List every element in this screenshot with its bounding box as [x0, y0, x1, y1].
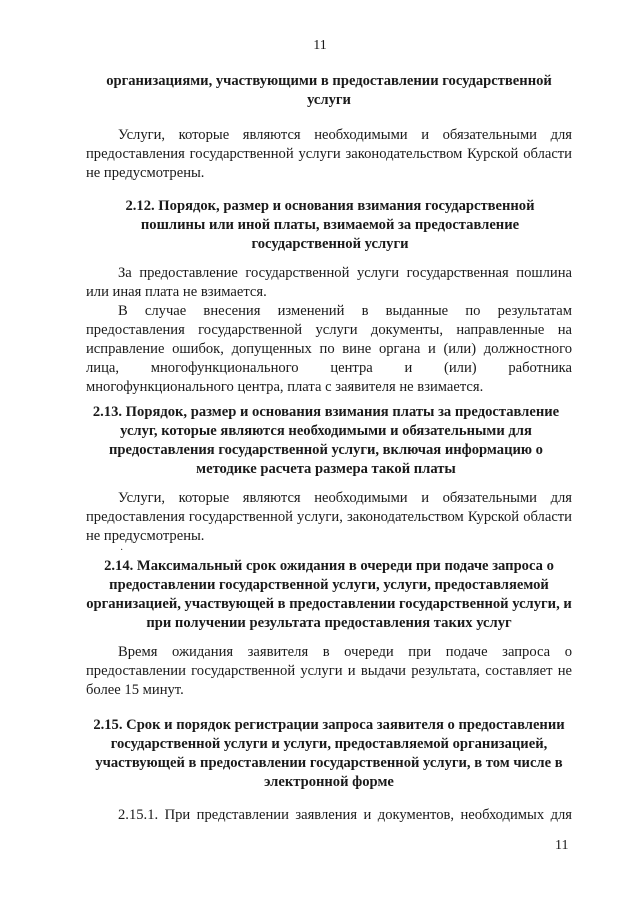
stray-mark: ·: [120, 545, 124, 556]
section-2-12: [110, 197, 550, 254]
paragraph-services-not-provided: Услуги, которые являются необходимыми и обязательными для предоставления государственной услуги законодательством Курской области не предусмотрены.: [86, 127, 572, 181]
section-heading-2-15: 2.15. Срок и порядок регистрации запроса заявителя о предоставлении государственной услуги и услуги, предоставляемой организацией, участвующей в предоставлении государственной услуги, в том числе в электронной форме: [93, 717, 565, 790]
section-continuation-body: [86, 126, 572, 183]
section-2-15: [84, 716, 574, 792]
section-2-13: [80, 403, 572, 479]
section-continuation: [86, 72, 572, 110]
page-number-bottom: 11: [555, 838, 569, 853]
paragraph-2-15-1: 2.15.1. При представлении заявления и документов, необходимых для: [118, 807, 572, 823]
paragraph-waiting-time: Время ожидания заявителя в очереди при подаче запроса о предоставлении государственной услуги и выдачи результата, составляет не более 15 минут.: [86, 644, 572, 698]
paragraph-no-fee: За предоставление государственной услуги государственная пошлина или иная плата не взимается.: [86, 265, 572, 300]
paragraph-error-correction: В случае внесения изменений в выданные по результатам предоставления государственной услуги документы, направленные на исправление ошибок, допущенных по вине органа и (или) должностного лица, многофункционального центра и (или) работника многофункционального центра, плата с заявителя не взимается.: [86, 303, 572, 395]
section-2-12-body: [86, 264, 572, 397]
page-number-top: 11: [313, 38, 327, 53]
section-2-14-body: [86, 643, 572, 700]
section-heading-2-13: 2.13. Порядок, размер и основания взимания платы за предоставление услуг, которые являются необходимыми и обязательными для предоставления государственной услуги, включая информацию о методике расчета размера такой платы: [92, 404, 560, 477]
section-heading-2-14: 2.14. Максимальный срок ожидания в очереди при подаче запроса о предоставлении государственной услуги, услуги, предоставляемой организацией, участвующей в предоставлении государственной услуги, и при получении результата предоставления таких услуг: [86, 558, 572, 631]
section-2-14: [84, 557, 574, 633]
section-heading-2-12: 2.12. Порядок, размер и основания взимания государственной пошлины или иной платы, взимаемой за предоставление государственной услуги: [125, 198, 535, 252]
paragraph-required-services: Услуги, которые являются необходимыми и обязательными для предоставления государственной услуги, законодательством Курской области не предусмотрены.: [86, 490, 572, 544]
section-2-13-body: [86, 489, 572, 546]
section-heading-continued: организациями, участвующими в предоставлении государственной услуги: [106, 73, 552, 108]
section-2-15-body: [86, 806, 572, 825]
